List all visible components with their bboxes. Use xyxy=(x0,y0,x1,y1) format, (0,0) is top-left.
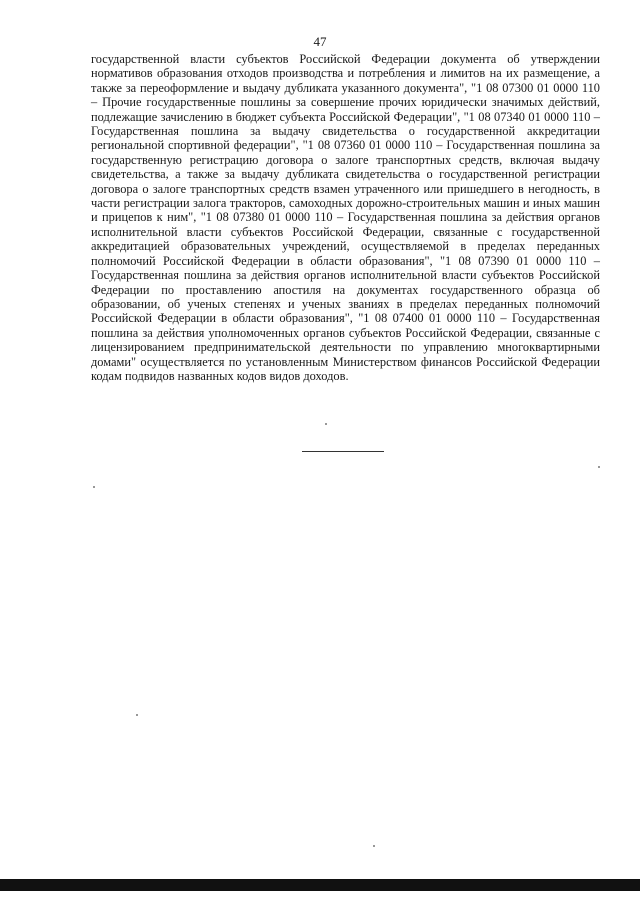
scan-speck xyxy=(373,845,375,847)
scan-speck xyxy=(598,466,600,468)
scan-bottom-border xyxy=(0,879,640,891)
scan-speck xyxy=(93,486,95,488)
separator-line xyxy=(302,451,384,452)
body-paragraph: государственной власти субъектов Российской Федерации документа об утверждении нормативов образования отходов производства и потребления и лимитов на их размещение, а также за переоформление и выдачу дубликата указанного документа", "1 08 07300 01 0000 110 – Прочие государственные пошлины за совершение прочих юридически значимых действий, подлежащие зачислению в бюджет субъекта Российской Федерации", "1 08 07340 01 0000 110 – Государственная пошлина за выдачу свидетельства о государственной аккредитации региональной спортивной федерации", "1 08 07360 01 0000 110 – Государственная пошлина за государственную регистрацию договора о залоге транспортных средств, включая выдачу свидетельства, а также за выдачу дубликата свидетельства о государственной регистрации договора о залоге транспортных средств взамен утраченного или пришедшего в негодность, в части регистрации залога тракторов, самоходных дорожно-строительных машин и иных машин и прицепов к ним", "1 08 07380 01 0000 110 – Государственная пошлина за действия органов исполнительной власти субъектов Российской Федерации, связанные с государственной аккредитацией образовательных учреждений, осуществляемой в пределах переданных полномочий Российской Федерации в области образования", "1 08 07390 01 0000 110 – Государственная пошлина за действия органов исполнительной власти субъектов Российской Федерации по проставлению апостиля на документах государственного образца об образовании, об ученых степенях и ученых званиях в пределах переданных полномочий Российской Федерации в области образования", "1 08 07400 01 0000 110 – Государственная пошлина за действия уполномоченных органов субъектов Российской Федерации, связанные с лицензированием предпринимательской деятельности по управлению многоквартирными домами" осуществляется по установленным Министерством финансов Российской Федерации кодам подвидов названных кодов видов доходов. xyxy=(91,52,600,383)
page-number: 47 xyxy=(313,34,327,49)
scan-speck xyxy=(136,714,138,716)
scan-speck xyxy=(325,423,327,425)
